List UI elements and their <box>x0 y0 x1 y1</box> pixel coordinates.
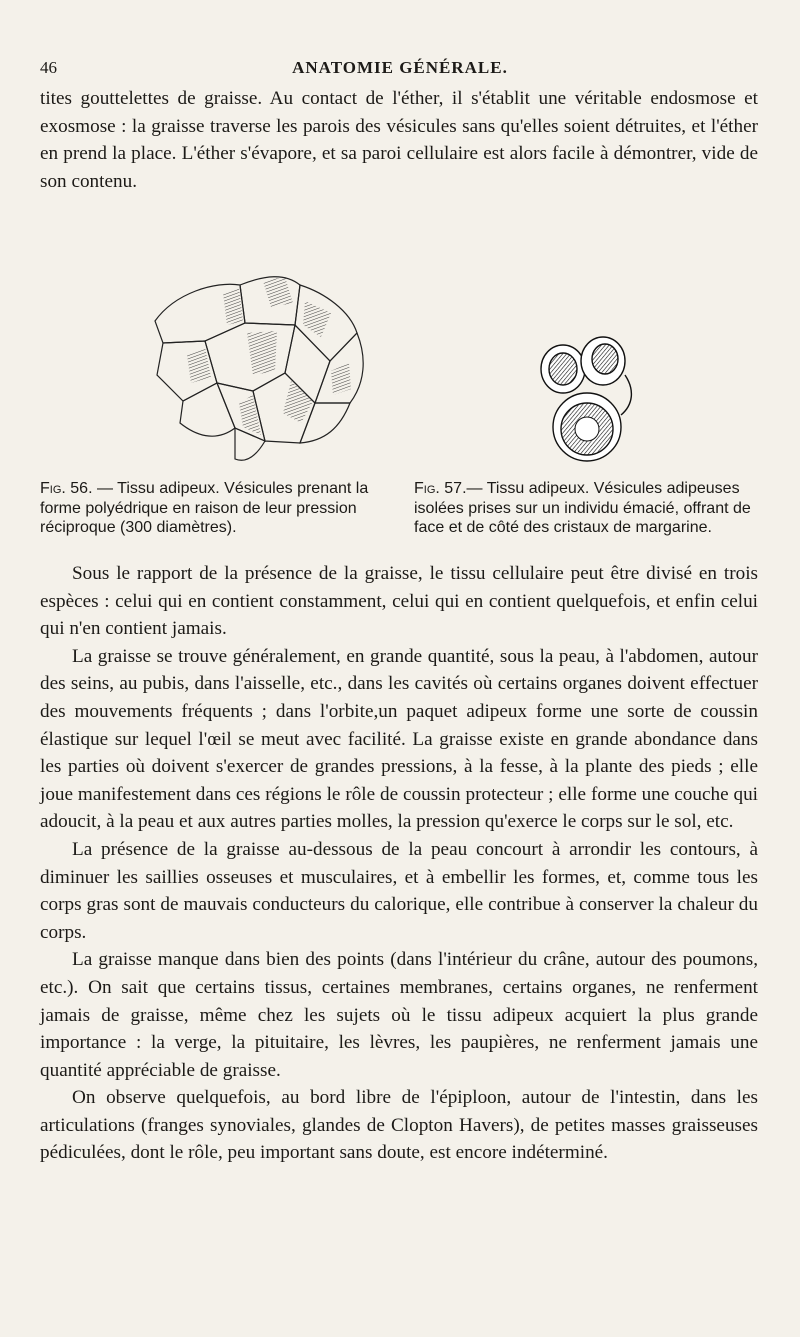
figure-57-illustration <box>535 335 645 467</box>
figure-56-caption <box>40 479 382 538</box>
figure-57-caption-text: — Tissu adipeux. Vésicules adipeuses isolées prises sur un individu émacié, offrant de face et de côté des cristaux de margarine. <box>414 480 751 536</box>
running-title: ANATOMIE GÉNÉRALE. <box>292 58 508 77</box>
running-head <box>40 58 760 82</box>
figure-57-caption <box>414 479 760 538</box>
paragraph: On observe quelquefois, au bord libre de l'épiploon, autour de l'intestin, dans les articulations (franges synoviales, glandes de Clopton Havers), de petites masses graisseuses pédiculées, dont le rôle, peu important sans doute, est encore indéterminé. <box>40 1087 758 1164</box>
body-text <box>40 560 758 1167</box>
figure-56-illustration <box>135 263 395 475</box>
figure-56-label: Fig. 56. <box>40 480 93 497</box>
paragraph: La graisse se trouve généralement, en grande quantité, sous la peau, à l'abdomen, autour des seins, au pubis, dans l'aisselle, etc., dans les cavités où certains organes doivent effectuer des mouvements fréquents ; dans l'orbite,un paquet adipeux forme une sorte de coussin élastique sur lequel l'œil se meut avec facilité. La graisse existe en grande abondance dans les parties où doivent s'exercer de grandes pressions, à la fesse, à la plante des pieds ; elle joue manifestement dans ces régions le rôle de coussin protecteur ; elle forme une couche qui adoucit, à la peau et aux autres parties molles, la pression qu'exerce le corps sur le sol, etc. <box>40 645 758 833</box>
isolated-vesicles-drawing <box>535 335 645 467</box>
polyhedral-vesicles-drawing <box>135 263 395 475</box>
intro-paragraph: tites gouttelettes de graisse. Au contact de l'éther, il s'établit une véritable endosmose et exosmose : la graisse traverse les parois des vésicules sans qu'elles soient détruites, et l'éther en prend la place. L'éther s'évapore, et sa paroi cellulaire est alors facile à démontrer, vide de son contenu. <box>40 88 758 192</box>
paragraph: La présence de la graisse au-dessous de la peau concourt à arrondir les contours, à diminuer les saillies osseuses et musculaires, et à embellir les formes, et, comme tous les corps gras sont de mauvais conducteurs du calorique, elle contribue à conserver la chaleur du corps. <box>40 838 758 943</box>
figure-57-label: Fig. 57. <box>414 480 467 497</box>
page-number: 46 <box>40 58 57 77</box>
paragraph: Sous le rapport de la présence de la graisse, le tissu cellulaire peut être divisé en trois espèces : celui qui en contient constamment, celui qui en contient quelquefois, et enfin celui qui n'en contient jamais. <box>40 563 758 640</box>
paragraph: La graisse manque dans bien des points (dans l'intérieur du crâne, autour des poumons, etc.). On sait que certains tissus, certaines membranes, certains organes, ne renferment jamais de graisse, même chez les sujets où le tissu adipeux acquiert la plus grande importance : la verge, la pituitaire, les lèvres, les paupières, ne renferment jamais une quantité appréciable de graisse. <box>40 949 758 1081</box>
figure-56-caption-text: — Tissu adipeux. Vésicules prenant la forme polyédrique en raison de leur pression réciproque (300 diamètres). <box>40 480 369 536</box>
